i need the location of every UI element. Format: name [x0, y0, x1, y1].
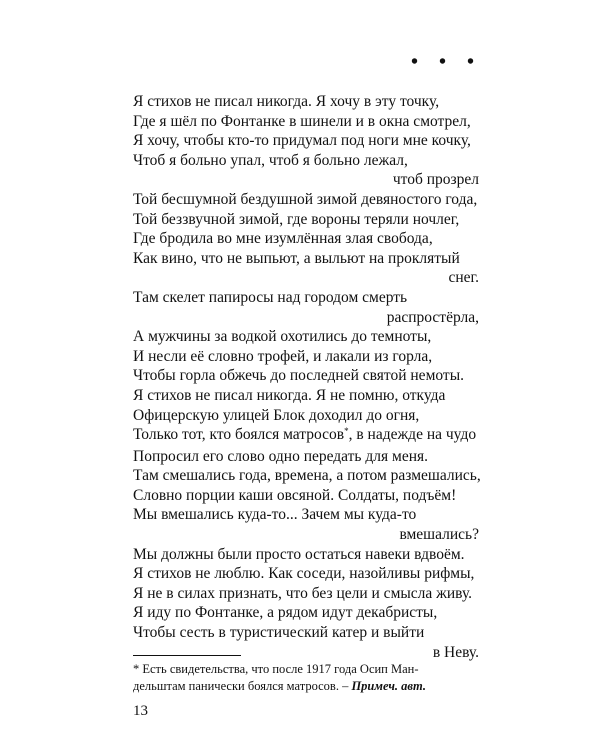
poem-line — [133, 151, 479, 171]
poem-line-text: Я хочу, чтобы кто-то придумал под ноги мне кочку, — [133, 132, 471, 150]
poem-line — [133, 131, 479, 151]
poem-line — [133, 249, 479, 269]
poem-line-text: Я стихов не люблю. Как соседи, назойливы рифмы, — [133, 565, 475, 583]
poem-line-text: Там скелет папиросы над городом смерть — [133, 288, 408, 306]
poem-line-text: Чтоб я больно упал, чтоб я больно лежал, — [133, 151, 408, 169]
poem-line — [133, 366, 479, 386]
poem-line-text: снег. — [448, 269, 479, 287]
poem-line — [133, 584, 479, 604]
poem-line — [133, 327, 479, 347]
poem-line — [133, 308, 479, 328]
poem-line-text: Как вино, что не выпьют, а выльют на проклятый — [133, 249, 460, 267]
poem-line-text: А мужчины за водкой охотились до темноты, — [133, 328, 432, 346]
poem-line — [133, 229, 479, 249]
poem-line-text: Я стихов не писал никогда. Я хочу в эту точку, — [133, 93, 440, 110]
poem-line-text: Чтобы сесть в туристический катер и выйти — [133, 624, 425, 642]
poem-line — [133, 170, 479, 190]
poem-line-text: Словно порции каши овсяной. Солдаты, подъём! — [133, 486, 457, 504]
footnote-emphasis: Примеч. авт. — [351, 679, 426, 693]
poem-line-text: Я стихов не писал никогда. Я не помню, откуда — [133, 386, 446, 404]
poem-line — [133, 623, 479, 643]
poem-line-text: Мы должны были просто остаться навеки вдвоём. — [133, 545, 465, 563]
poem-line — [133, 347, 479, 367]
poem-line — [133, 268, 479, 288]
poem-line-text: Где я шёл по Фонтанке в шинели и в окна смотрел, — [133, 112, 471, 130]
poem-line — [133, 112, 479, 132]
poem — [133, 92, 479, 662]
footnote-marker: * — [344, 426, 349, 437]
poem-line-text: в Неву. — [432, 643, 479, 661]
poem-line-text: Только тот, кто боялся матросов — [133, 426, 345, 444]
poem-line-text: распростёрла, — [386, 308, 479, 326]
poem-line — [133, 190, 479, 210]
poem-line-text: Там смешались года, времена, а потом размешались, — [133, 467, 481, 485]
poem-line — [133, 288, 479, 308]
page-number: 13 — [133, 703, 148, 719]
poem-line-tail: , в надежде на чудо — [348, 426, 477, 444]
poem-line-text: Попросил его слово одно передать для меня. — [133, 447, 428, 465]
poem-line-text: Я иду по Фонтанке, а рядом идут декабристы, — [133, 604, 438, 622]
poem-line — [133, 386, 479, 406]
poem-line-text: Офицерскую улицей Блок доходил до огня, — [133, 406, 420, 424]
poem-line — [133, 447, 479, 467]
poem-line-text: Где бродила во мне изумлённая злая свобода, — [133, 230, 433, 248]
poem-line — [133, 505, 479, 525]
poem-line-text: Чтобы горла обжечь до последней святой немоты. — [133, 367, 464, 385]
poem-line — [133, 525, 479, 545]
poem-line — [133, 545, 479, 565]
ornament: • • • — [410, 51, 482, 73]
footnote — [133, 661, 481, 695]
footnote-line-2-text: дельштам панически боялся матросов. – — [133, 679, 349, 693]
poem-line — [133, 603, 479, 623]
footnote-rule — [133, 655, 241, 656]
poem-line-text: вмешались? — [399, 526, 479, 544]
poem-line — [133, 92, 479, 112]
poem-line — [133, 466, 479, 486]
poem-line-text: Я не в силах признать, что без цели и смысла живу. — [133, 584, 473, 602]
poem-line — [133, 643, 479, 663]
poem-line-text: И несли её словно трофей, и лакали из горла, — [133, 347, 433, 365]
poem-line-text: чтоб прозрел — [392, 171, 479, 189]
poem-line — [133, 425, 479, 447]
poem-line — [133, 564, 479, 584]
poem-line-text: Той беззвучной зимой, где вороны теряли ночлег, — [133, 210, 460, 228]
poem-line — [133, 486, 479, 506]
footnote-line-1: * Есть свидетельства, что после 1917 года Осип Ман- — [133, 662, 419, 676]
footnote-line-2 — [133, 678, 481, 695]
poem-line — [133, 406, 479, 426]
poem-line — [133, 210, 479, 230]
poem-line-text: Той бесшумной бездушной зимой девяностого года, — [133, 190, 478, 208]
poem-line-text: Мы вмешались куда-то... Зачем мы куда-то — [133, 506, 417, 524]
